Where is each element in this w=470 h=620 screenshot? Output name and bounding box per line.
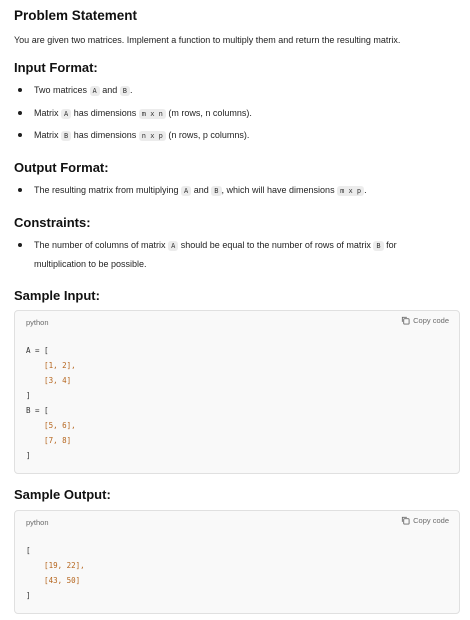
intro-text: You are given two matrices. Implement a function to multiply them and return the resulting matrix. [14,35,401,45]
copy-code-label: Copy code [413,316,449,325]
code-content [26,343,76,463]
page-title: Problem Statement [14,8,138,23]
code-line: ] [26,451,31,460]
code-language-label: python [26,518,49,527]
list-item-text: Matrix A has dimensions m x n (m rows, n columns). [34,108,252,118]
code-line: [43, 50] [26,576,81,585]
bullet-dot [18,133,22,137]
copy-code-button[interactable] [401,516,449,525]
list-item-text: Two matrices A and B . [34,85,133,95]
inline-code: m x n [139,109,166,119]
inline-code: A [61,109,71,119]
sample-output-code-block [14,510,460,614]
list-item-text: Matrix B has dimensions n x p (n rows, p columns). [34,130,250,140]
inline-code: A [181,186,191,196]
inline-code: B [211,186,221,196]
copy-code-label: Copy code [413,516,449,525]
code-line: [19, 22], [26,561,85,570]
code-line: B = [ [26,406,49,415]
inline-code: A [90,86,100,96]
output-format-heading: Output Format: [14,160,109,175]
bullet-dot [18,188,22,192]
bullet-dot [18,88,22,92]
sample-output-heading: Sample Output: [14,487,111,502]
list-item-text: The number of columns of matrix A should be equal to the number of rows of matrix B for multiplication to be possible. [34,240,397,269]
code-content [26,543,85,603]
copy-icon [401,316,410,325]
inline-code: n x p [139,131,166,141]
input-format-heading: Input Format: [14,60,98,75]
code-line: [5, 6], [26,421,76,430]
code-line: [3, 4] [26,376,72,385]
code-line: [1, 2], [26,361,76,370]
code-line: [ [26,546,31,555]
inline-code: B [120,86,130,96]
sample-input-code-block [14,310,460,474]
inline-code: B [373,241,383,251]
constraints-heading: Constraints: [14,215,91,230]
list-item-text: The resulting matrix from multiplying A and B , which will have dimensions m x p . [34,185,367,195]
code-line: [7, 8] [26,436,72,445]
inline-code: B [61,131,71,141]
code-line: A = [ [26,346,49,355]
list-item [14,236,460,274]
bullet-dot [18,111,22,115]
sample-input-heading: Sample Input: [14,288,100,303]
code-language-label: python [26,318,49,327]
copy-code-button[interactable] [401,316,449,325]
bullet-dot [18,243,22,247]
code-line: ] [26,591,31,600]
inline-code: m x p [337,186,364,196]
inline-code: A [168,241,178,251]
code-line: ] [26,391,31,400]
copy-icon [401,516,410,525]
